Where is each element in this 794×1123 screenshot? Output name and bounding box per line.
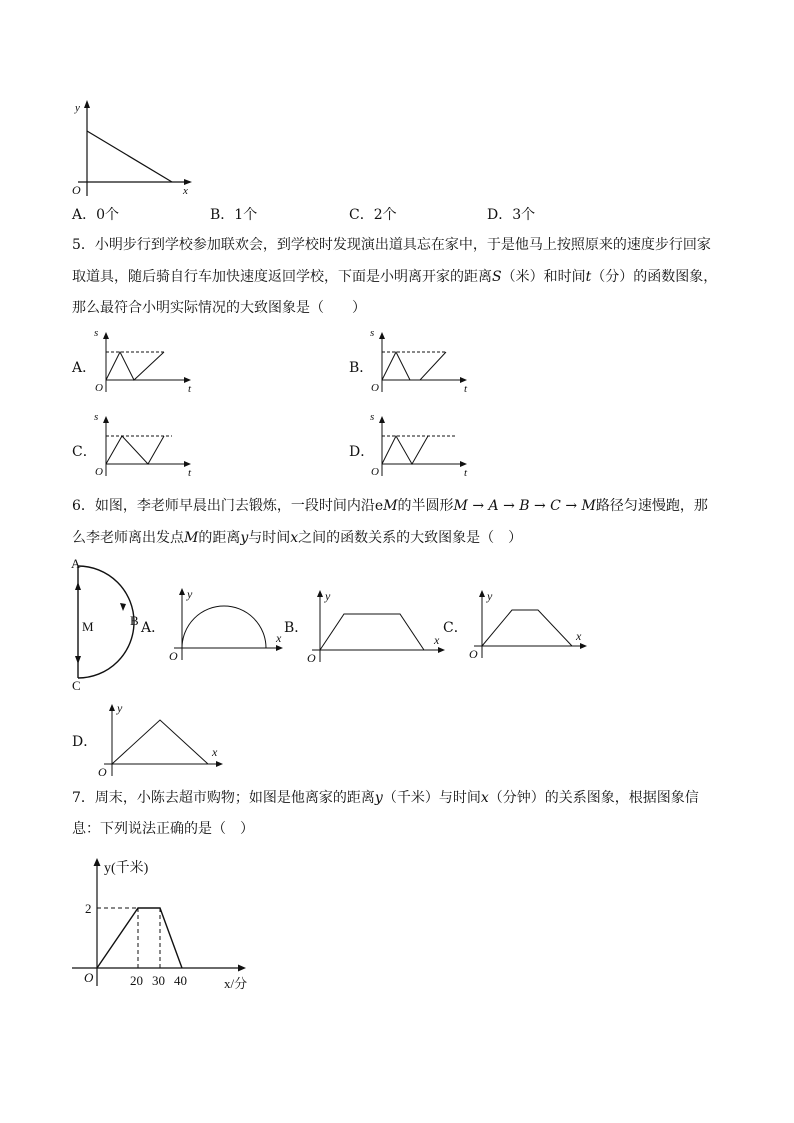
q7-stem-line1-a: 7．周末，小陈去超市购物；如图是他离家的距离 xyxy=(72,790,375,806)
q6-b-origin: O xyxy=(307,651,316,665)
q4-option-a: A．0个 xyxy=(72,207,120,223)
q5-option-c-label: C． xyxy=(72,444,97,460)
q6-a-y-label: y xyxy=(187,587,193,601)
q7-var-x: x xyxy=(480,790,489,806)
q4-graph xyxy=(68,96,198,200)
q5-c-x-label: t xyxy=(188,467,192,479)
q7-x-tick-20: 20 xyxy=(130,973,143,988)
q7-var-y: y xyxy=(374,790,383,806)
q5-graph-b xyxy=(364,324,474,396)
q5-a-y-label: s xyxy=(94,327,99,339)
q5-c-y-label: s xyxy=(94,411,99,423)
q6-c-y-label: y xyxy=(487,589,493,603)
q4-x-axis-label: x xyxy=(183,185,188,197)
q6-point-c-label: C xyxy=(72,678,81,693)
q7-graph xyxy=(66,852,256,998)
q4-option-c: C．2个 xyxy=(349,207,397,223)
q6-d-y-label: y xyxy=(117,701,123,715)
q6-stem-line1 xyxy=(72,496,708,516)
q6-b-x-label: x xyxy=(434,633,440,647)
q5-stem-line2-c: （分）的函数图象， xyxy=(591,269,718,285)
q6-stem-line1-c: 路径匀速慢跑，那 xyxy=(595,498,708,514)
q5-graph-a xyxy=(88,324,198,396)
q7-stem-line1 xyxy=(72,788,699,808)
q6-option-a-label: A． xyxy=(141,620,166,636)
q7-stem-line2: 息：下列说法正确的是（ ） xyxy=(72,821,254,837)
q6-var-m: M xyxy=(383,498,398,514)
q6-c-x-label: x xyxy=(576,629,582,643)
q5-c-origin: O xyxy=(95,466,103,478)
q7-x-tick-30: 30 xyxy=(152,973,165,988)
q6-point-b-label: B xyxy=(130,613,139,628)
q6-stem-line1-b: 的半圆形 xyxy=(397,498,454,514)
q6-d-x-label: x xyxy=(212,745,218,759)
q6-stem-line2-d: 之间的函数关系的大致图象是（ ） xyxy=(298,530,523,546)
q6-path: M → A → B → C → M xyxy=(453,498,596,514)
q5-stem-line2-b: （米）和时间 xyxy=(501,269,586,285)
q6-var-y: y xyxy=(240,530,249,546)
q5-graph-d xyxy=(364,408,474,480)
q5-option-b-label: B． xyxy=(349,360,374,376)
q5-stem-line2-a: 取道具，随后骑自行车加快速度返回学校，下面是小明离开家的距离 xyxy=(72,269,492,285)
q6-graph-a xyxy=(166,582,286,666)
q7-origin-label: O xyxy=(84,970,94,985)
q6-a-origin: O xyxy=(169,649,178,663)
q4-origin-label: O xyxy=(72,183,81,197)
q6-graph-d xyxy=(96,698,226,780)
q6-circle-symbol: e xyxy=(374,498,384,514)
q7-stem-line1-b: （千米）与时间 xyxy=(382,790,481,806)
q6-b-y-label: y xyxy=(325,589,331,603)
q5-b-y-label: s xyxy=(370,327,375,339)
q5-option-d-label: D． xyxy=(349,444,375,460)
q7-y-axis-label: y(千米) xyxy=(104,861,149,876)
q5-stem-line3: 那么最符合小明实际情况的大致图象是（ ） xyxy=(72,300,366,316)
q5-d-origin: O xyxy=(371,466,379,478)
q5-graph-c xyxy=(88,408,198,480)
q5-b-origin: O xyxy=(371,382,379,394)
q6-c-origin: O xyxy=(469,647,478,661)
q5-option-a-label: A． xyxy=(72,360,97,376)
q6-graph-b xyxy=(306,586,446,668)
q4-option-d: D．3个 xyxy=(487,207,536,223)
q5-stem-line1: 5．小明步行到学校参加联欢会，到学校时发现演出道具忘在家中，于是他马上按照原来的速度步行回家 xyxy=(72,237,711,253)
q6-stem-line2-c: 与时间 xyxy=(248,530,291,546)
q5-a-origin: O xyxy=(95,382,103,394)
q7-stem-line1-c: （分钟）的关系图象，根据图象信 xyxy=(488,790,699,806)
q7-y-tick-2: 2 xyxy=(85,901,92,916)
q4-y-axis-label: y xyxy=(75,102,80,114)
q7-x-tick-40: 40 xyxy=(174,973,187,988)
q5-d-y-label: s xyxy=(370,411,375,423)
q6-stem-line2 xyxy=(72,528,522,548)
q5-b-x-label: t xyxy=(464,383,468,395)
q5-stem-var-t: t xyxy=(585,269,592,285)
q7-x-axis-label: x/分 xyxy=(224,976,248,991)
q6-option-c-label: C． xyxy=(443,620,468,636)
q6-graph-c xyxy=(468,586,588,668)
q6-stem-line2-a: 么李老师离出发点 xyxy=(72,530,184,546)
q5-a-x-label: t xyxy=(188,383,192,395)
q5-stem-var-s: S xyxy=(492,269,502,285)
q5-d-x-label: t xyxy=(464,467,468,479)
q6-var-m2: M xyxy=(184,530,199,546)
q6-semicircle-figure xyxy=(66,556,152,694)
q6-point-m-label: M xyxy=(82,619,94,634)
q6-d-origin: O xyxy=(98,765,107,779)
q6-a-x-label: x xyxy=(276,631,282,645)
q4-option-b: B．1个 xyxy=(210,207,258,223)
q5-stem-line2 xyxy=(72,267,717,287)
q6-point-a-label: A xyxy=(71,556,81,571)
q6-stem-line1-a: 6．如图，李老师早晨出门去锻炼，一段时间内沿 xyxy=(72,498,375,514)
q6-option-b-label: B． xyxy=(284,620,309,636)
q6-stem-line2-b: 的距离 xyxy=(198,530,241,546)
q6-option-d-label: D． xyxy=(72,734,98,750)
q6-var-x: x xyxy=(290,530,299,546)
